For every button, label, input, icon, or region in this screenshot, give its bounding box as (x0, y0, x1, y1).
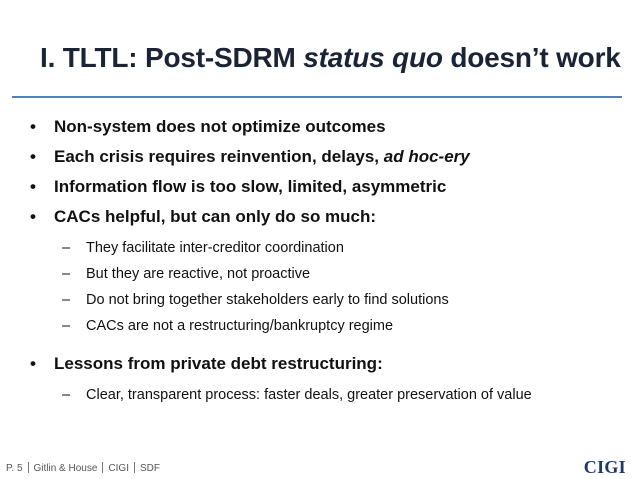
bullet-item (28, 349, 628, 379)
sub-bullet-item (28, 313, 628, 339)
bullet-text: Each crisis requires reinvention, delays, (54, 147, 384, 166)
bullet-item (28, 142, 628, 172)
title-divider (12, 96, 622, 98)
footer-series: SDF (139, 463, 160, 474)
bullet-item (28, 172, 628, 202)
title-suffix: doesn’t work (442, 42, 621, 73)
footer-separator (28, 462, 29, 473)
bullet-text-emphasis: ad hoc-ery (383, 147, 470, 166)
bullet-text: Non-system does not optimize outcomes (54, 117, 386, 136)
cigi-logo (560, 456, 630, 476)
dash-glyph: – (62, 292, 71, 308)
sub-bullet-group (28, 382, 628, 408)
title-emphasis: status quo (303, 42, 443, 73)
bullet-glyph: • (30, 354, 36, 373)
footer-page: P. 5 (6, 463, 23, 474)
dash-glyph: – (62, 387, 71, 403)
sub-bullet-text: CACs are not a restructuring/bankruptcy regime (86, 318, 394, 334)
bullet-list (28, 112, 628, 408)
sub-bullet-text: They facilitate inter-creditor coordination (86, 240, 344, 256)
sub-bullet-item (28, 287, 628, 313)
bullet-text: Lessons from private debt restructuring: (54, 354, 383, 373)
bullet-item (28, 112, 628, 142)
sub-bullet-item (28, 382, 628, 408)
slide-title (40, 42, 620, 74)
bullet-glyph: • (30, 207, 36, 226)
sub-bullet-item (28, 261, 628, 287)
footer-org: CIGI (108, 463, 129, 474)
bullet-glyph: • (30, 117, 36, 136)
sub-bullet-item (28, 235, 628, 261)
bullet-item (28, 202, 628, 232)
dash-glyph: – (62, 318, 71, 334)
footer-authors: Gitlin & House (33, 463, 98, 474)
dash-glyph: – (62, 266, 71, 282)
sub-bullet-text: But they are reactive, not proactive (86, 266, 311, 282)
footer-separator (134, 462, 135, 473)
bullet-glyph: • (30, 177, 36, 196)
sub-bullet-text: Do not bring together stakeholders early to find solutions (86, 292, 449, 308)
bullet-text: Information flow is too slow, limited, asymmetric (54, 177, 447, 196)
footer-separator (102, 462, 103, 473)
bullet-text: CACs helpful, but can only do so much: (54, 207, 377, 226)
spacer (28, 339, 628, 349)
title-prefix: I. TLTL: Post-SDRM (40, 42, 304, 73)
footer (6, 462, 160, 474)
logo-text: CIGI (583, 457, 626, 476)
sub-bullet-text: Clear, transparent process: faster deals, greater preservation of value (86, 387, 532, 403)
dash-glyph: – (62, 240, 71, 256)
sub-bullet-group (28, 235, 628, 339)
bullet-glyph: • (30, 147, 36, 166)
